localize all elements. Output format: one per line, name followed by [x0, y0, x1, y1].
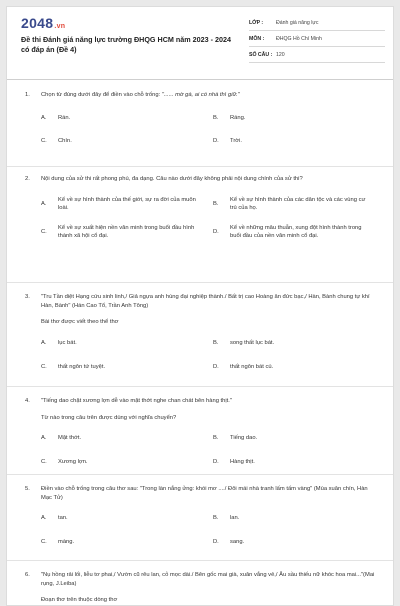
option-a[interactable]: A. Rán. — [41, 114, 71, 121]
question-text: Chọn từ đúng dưới đây để điền vào chỗ trống: "...... mờ gà, ai có nhà thì giữ." — [41, 92, 240, 98]
question-number: 5. — [25, 486, 30, 492]
question-number: 1. — [25, 92, 30, 98]
question-subtext: Bài thơ được viết theo thể thơ — [41, 319, 119, 325]
question-1 — [7, 87, 393, 167]
document-page — [6, 6, 394, 606]
question-6 — [7, 561, 393, 606]
question-list — [7, 87, 393, 606]
option-d[interactable]: D. Hàng thịt. — [213, 459, 255, 465]
option-c[interactable]: C. thất ngôn tứ tuyệt. — [41, 363, 106, 370]
question-text: "Tiếng dao chặt xương lợn dễ vào mặt thớt nghe chan chát bên hàng thịt." — [41, 398, 232, 404]
option-b[interactable]: B. lan. — [213, 515, 240, 521]
question-2 — [7, 167, 393, 283]
option-d[interactable]: D. sang. — [213, 539, 245, 545]
option-b[interactable]: B. Tiếng dao. — [213, 435, 258, 441]
option-b[interactable]: B. Ráng. — [213, 114, 246, 121]
option-d[interactable]: D. Trời. — [213, 137, 242, 144]
header-divider — [7, 79, 393, 80]
question-number: 4. — [25, 398, 30, 404]
exam-meta-table — [249, 15, 385, 63]
option-c[interactable]: C. Chín. — [41, 137, 72, 144]
option-c[interactable]: C. Xương lợn. — [41, 459, 88, 465]
option-a[interactable]: A. Mặt thớt. — [41, 435, 82, 441]
option-a[interactable]: A. Kể về sự hình thành của thế giới, sự ra đời của muôn loài. — [41, 196, 196, 211]
option-a[interactable]: A. lục bát. — [41, 339, 77, 346]
option-d[interactable]: D. thất ngôn bát cú. — [213, 363, 274, 370]
meta-row-question-count: SỐ CÂU : 120 — [249, 47, 385, 63]
question-text: Điền vào chỗ trống trong câu thơ sau: "Trong làn nắng ửng: khói mơ ..../ Đôi mái nhà tranh lấm tấm vàng" (Mùa xuân chín, Hàn Mạc Tử) — [41, 486, 368, 501]
option-b[interactable]: B. Kể về sự hình thành của các dân tộc và các vùng cư trú của họ. — [213, 196, 366, 211]
question-number: 2. — [25, 176, 30, 182]
option-c[interactable]: C. màng. — [41, 539, 75, 545]
meta-row-subject: MÔN : ĐHQG Hồ Chí Minh — [249, 31, 385, 47]
document-header — [7, 7, 393, 69]
question-4 — [7, 387, 393, 475]
question-number: 6. — [25, 572, 30, 578]
site-logo[interactable]: 2048.vn — [21, 15, 66, 31]
question-text: "Nụ hồng rải lối, liễu tơ phai,/ Vườn cũ rêu lan, cỏ mọc dài./ Bên gốc mai già, xuân vắng vẻ,/ Âu sầu thiếu nữ khóc hoa mai..."(Mai rụng, J.Leiba) — [41, 572, 375, 587]
option-b[interactable]: B. song thất lục bát. — [213, 339, 275, 346]
option-d[interactable]: D. Kể về những mâu thuẫn, xung đột hình thành trong buổi đầu của nền văn minh cổ đại. — [213, 224, 362, 239]
question-3 — [7, 283, 393, 387]
question-5 — [7, 475, 393, 561]
document-title: Đề thi Đánh giá năng lực trường ĐHQG HCM năm 2023 - 2024 có đáp án (Đề 4) — [21, 35, 232, 54]
question-text: "Tru Tần diệt Hạng cứu sinh linh,/ Giả ngựa anh hùng đại nghiệp thành./ Bất trị cao Hoàng ân đức bạc,/ Hàn, Bành chung tự khí Hàn, Bành" (Hán Cao Tổ, Trần Anh Tông) — [41, 294, 370, 309]
question-number: 3. — [25, 294, 30, 300]
question-subtext: Từ nào trong câu trên được dùng với nghĩa chuyển? — [41, 414, 177, 421]
meta-row-class: LỚP : Đánh giá năng lực — [249, 15, 385, 31]
question-text: Nội dung của sử thi rất phong phú, đa dạng. Câu nào dưới đây không phải nội dung chính của sử thi? — [41, 176, 303, 182]
option-c[interactable]: C. Kể về sự xuất hiện nền văn minh trong buổi đầu hình thành xã hội cổ đại. — [41, 224, 195, 239]
question-subtext: Đoạn thơ trên thuộc dòng thơ — [41, 597, 118, 603]
option-a[interactable]: A. tan. — [41, 515, 68, 521]
